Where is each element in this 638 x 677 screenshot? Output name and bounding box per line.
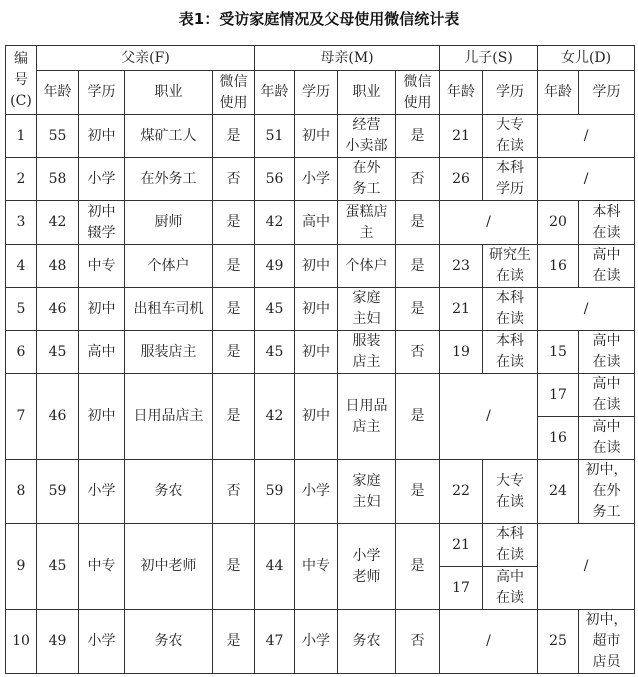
header-father-edu: 学历 bbox=[79, 71, 125, 115]
header-father-wechat: 微信 使用 bbox=[213, 71, 255, 115]
mother-edu: 初中 bbox=[295, 288, 338, 331]
mother-wechat: 是 bbox=[396, 115, 440, 158]
son-age: 17 bbox=[440, 567, 483, 610]
son-age: 21 bbox=[440, 115, 483, 158]
header-son: 儿子(S) bbox=[440, 46, 538, 71]
father-age: 42 bbox=[37, 201, 79, 245]
father-edu: 初中 bbox=[79, 288, 125, 331]
mother-edu: 中专 bbox=[295, 524, 338, 610]
family-id: 7 bbox=[6, 374, 37, 460]
mother-age: 44 bbox=[255, 524, 295, 610]
daughter-age: 20 bbox=[538, 201, 579, 245]
father-edu: 初中 bbox=[79, 374, 125, 460]
family-id: 3 bbox=[6, 201, 37, 245]
father-age: 55 bbox=[37, 115, 79, 158]
daughter-age: 16 bbox=[538, 245, 579, 288]
daughter-edu: 高中 在读 bbox=[579, 245, 635, 288]
header-mother-wechat: 微信 使用 bbox=[396, 71, 440, 115]
daughter-none: / bbox=[538, 115, 635, 158]
mother-wechat: 是 bbox=[396, 374, 440, 460]
header-mother: 母亲(M) bbox=[255, 46, 440, 71]
father-wechat: 是 bbox=[213, 115, 255, 158]
mother-edu: 初中 bbox=[295, 374, 338, 460]
daughter-age: 25 bbox=[538, 610, 579, 674]
daughter-age: 24 bbox=[538, 460, 579, 524]
header-mother-age: 年龄 bbox=[255, 71, 295, 115]
mother-age: 42 bbox=[255, 201, 295, 245]
family-id: 9 bbox=[6, 524, 37, 610]
father-job: 个体户 bbox=[125, 245, 213, 288]
son-none: / bbox=[440, 374, 538, 460]
father-age: 59 bbox=[37, 460, 79, 524]
mother-wechat: 是 bbox=[396, 460, 440, 524]
mother-edu: 小学 bbox=[295, 610, 338, 674]
table-row bbox=[6, 374, 635, 417]
daughter-age: 16 bbox=[538, 417, 579, 460]
daughter-edu: 高中 在读 bbox=[579, 331, 635, 374]
father-edu: 小学 bbox=[79, 158, 125, 201]
header-son-age: 年龄 bbox=[440, 71, 483, 115]
son-edu: 研究生 在读 bbox=[483, 245, 538, 288]
son-edu: 大专 在读 bbox=[483, 460, 538, 524]
mother-edu: 初中 bbox=[295, 245, 338, 288]
table-title: 表1：受访家庭情况及父母使用微信统计表 bbox=[178, 10, 460, 28]
mother-age: 59 bbox=[255, 460, 295, 524]
mother-wechat: 是 bbox=[396, 245, 440, 288]
table-row bbox=[6, 201, 635, 245]
father-edu: 中专 bbox=[79, 245, 125, 288]
father-wechat: 是 bbox=[213, 331, 255, 374]
mother-wechat: 是 bbox=[396, 288, 440, 331]
father-edu: 高中 bbox=[79, 331, 125, 374]
mother-wechat: 否 bbox=[396, 610, 440, 674]
mother-edu: 高中 bbox=[295, 201, 338, 245]
daughter-edu: 初中， 超市 店员 bbox=[579, 610, 635, 674]
father-job: 煤矿工人 bbox=[125, 115, 213, 158]
header-father-age: 年龄 bbox=[37, 71, 79, 115]
father-job: 在外务工 bbox=[125, 158, 213, 201]
family-id: 10 bbox=[6, 610, 37, 674]
header-daughter-age: 年龄 bbox=[538, 71, 579, 115]
mother-edu: 初中 bbox=[295, 115, 338, 158]
daughter-none: / bbox=[538, 288, 635, 331]
son-edu: 本科 学历 bbox=[483, 158, 538, 201]
son-none: / bbox=[440, 610, 538, 674]
family-id: 1 bbox=[6, 115, 37, 158]
mother-job: 服装 店主 bbox=[338, 331, 396, 374]
mother-job: 蛋糕店 主 bbox=[338, 201, 396, 245]
father-edu: 初中 bbox=[79, 115, 125, 158]
daughter-none: / bbox=[538, 158, 635, 201]
father-age: 58 bbox=[37, 158, 79, 201]
father-job: 厨师 bbox=[125, 201, 213, 245]
son-age: 26 bbox=[440, 158, 483, 201]
father-edu: 小学 bbox=[79, 460, 125, 524]
father-job: 服装店主 bbox=[125, 331, 213, 374]
mother-edu: 小学 bbox=[295, 460, 338, 524]
daughter-none: / bbox=[538, 524, 635, 610]
father-wechat: 是 bbox=[213, 245, 255, 288]
mother-job: 务农 bbox=[338, 610, 396, 674]
son-edu: 大专 在读 bbox=[483, 115, 538, 158]
mother-job: 家庭 主妇 bbox=[338, 460, 396, 524]
table-row bbox=[6, 288, 635, 331]
father-edu: 初中 辍学 bbox=[79, 201, 125, 245]
daughter-edu: 本科 在读 bbox=[579, 201, 635, 245]
header-father-job: 职业 bbox=[125, 71, 213, 115]
son-age: 22 bbox=[440, 460, 483, 524]
mother-age: 45 bbox=[255, 288, 295, 331]
daughter-age: 15 bbox=[538, 331, 579, 374]
mother-age: 49 bbox=[255, 245, 295, 288]
daughter-edu: 初中， 在外 务工 bbox=[579, 460, 635, 524]
daughter-edu: 高中 在读 bbox=[579, 374, 635, 417]
son-edu: 高中 在读 bbox=[483, 567, 538, 610]
father-job: 务农 bbox=[125, 610, 213, 674]
header-daughter-edu: 学历 bbox=[579, 71, 635, 115]
table-row bbox=[6, 158, 635, 201]
mother-age: 42 bbox=[255, 374, 295, 460]
father-age: 48 bbox=[37, 245, 79, 288]
mother-job: 小学 老师 bbox=[338, 524, 396, 610]
son-none: / bbox=[440, 201, 538, 245]
father-age: 46 bbox=[37, 374, 79, 460]
father-job: 日用品店主 bbox=[125, 374, 213, 460]
father-edu: 小学 bbox=[79, 610, 125, 674]
mother-job: 在外 务工 bbox=[338, 158, 396, 201]
mother-wechat: 否 bbox=[396, 331, 440, 374]
header-daughter: 女儿(D) bbox=[538, 46, 635, 71]
family-id: 8 bbox=[6, 460, 37, 524]
header-row-fields bbox=[6, 71, 635, 115]
daughter-edu: 高中 在读 bbox=[579, 417, 635, 460]
son-age: 19 bbox=[440, 331, 483, 374]
father-job: 务农 bbox=[125, 460, 213, 524]
mother-edu: 初中 bbox=[295, 331, 338, 374]
header-row-groups bbox=[6, 46, 635, 71]
mother-wechat: 是 bbox=[396, 201, 440, 245]
family-id: 5 bbox=[6, 288, 37, 331]
son-age: 21 bbox=[440, 288, 483, 331]
family-id: 6 bbox=[6, 331, 37, 374]
mother-edu: 小学 bbox=[295, 158, 338, 201]
father-age: 45 bbox=[37, 331, 79, 374]
header-id: 编 号 (C) bbox=[6, 46, 37, 115]
header-mother-edu: 学历 bbox=[295, 71, 338, 115]
family-id: 4 bbox=[6, 245, 37, 288]
father-age: 46 bbox=[37, 288, 79, 331]
mother-job: 日用品 店主 bbox=[338, 374, 396, 460]
family-wechat-table bbox=[5, 45, 635, 674]
son-edu: 本科 在读 bbox=[483, 524, 538, 567]
table-row bbox=[6, 115, 635, 158]
mother-age: 56 bbox=[255, 158, 295, 201]
son-edu: 本科 在读 bbox=[483, 288, 538, 331]
daughter-age: 17 bbox=[538, 374, 579, 417]
mother-wechat: 是 bbox=[396, 524, 440, 610]
mother-job: 个体户 bbox=[338, 245, 396, 288]
son-age: 21 bbox=[440, 524, 483, 567]
mother-age: 51 bbox=[255, 115, 295, 158]
header-mother-job: 职业 bbox=[338, 71, 396, 115]
father-wechat: 是 bbox=[213, 610, 255, 674]
table-row bbox=[6, 524, 635, 567]
header-son-edu: 学历 bbox=[483, 71, 538, 115]
father-job: 出租车司机 bbox=[125, 288, 213, 331]
father-wechat: 否 bbox=[213, 158, 255, 201]
father-wechat: 是 bbox=[213, 374, 255, 460]
table-row bbox=[6, 245, 635, 288]
table-row bbox=[6, 331, 635, 374]
father-wechat: 是 bbox=[213, 201, 255, 245]
father-wechat: 是 bbox=[213, 524, 255, 610]
mother-age: 45 bbox=[255, 331, 295, 374]
mother-job: 家庭 主妇 bbox=[338, 288, 396, 331]
mother-age: 47 bbox=[255, 610, 295, 674]
father-job: 初中老师 bbox=[125, 524, 213, 610]
father-age: 45 bbox=[37, 524, 79, 610]
father-age: 49 bbox=[37, 610, 79, 674]
son-age: 23 bbox=[440, 245, 483, 288]
table-row bbox=[6, 460, 635, 524]
son-edu: 本科 在读 bbox=[483, 331, 538, 374]
father-wechat: 是 bbox=[213, 288, 255, 331]
family-id: 2 bbox=[6, 158, 37, 201]
table-row bbox=[6, 610, 635, 674]
mother-job: 经营 小卖部 bbox=[338, 115, 396, 158]
father-wechat: 否 bbox=[213, 460, 255, 524]
father-edu: 中专 bbox=[79, 524, 125, 610]
mother-wechat: 否 bbox=[396, 158, 440, 201]
header-father: 父亲(F) bbox=[37, 46, 255, 71]
